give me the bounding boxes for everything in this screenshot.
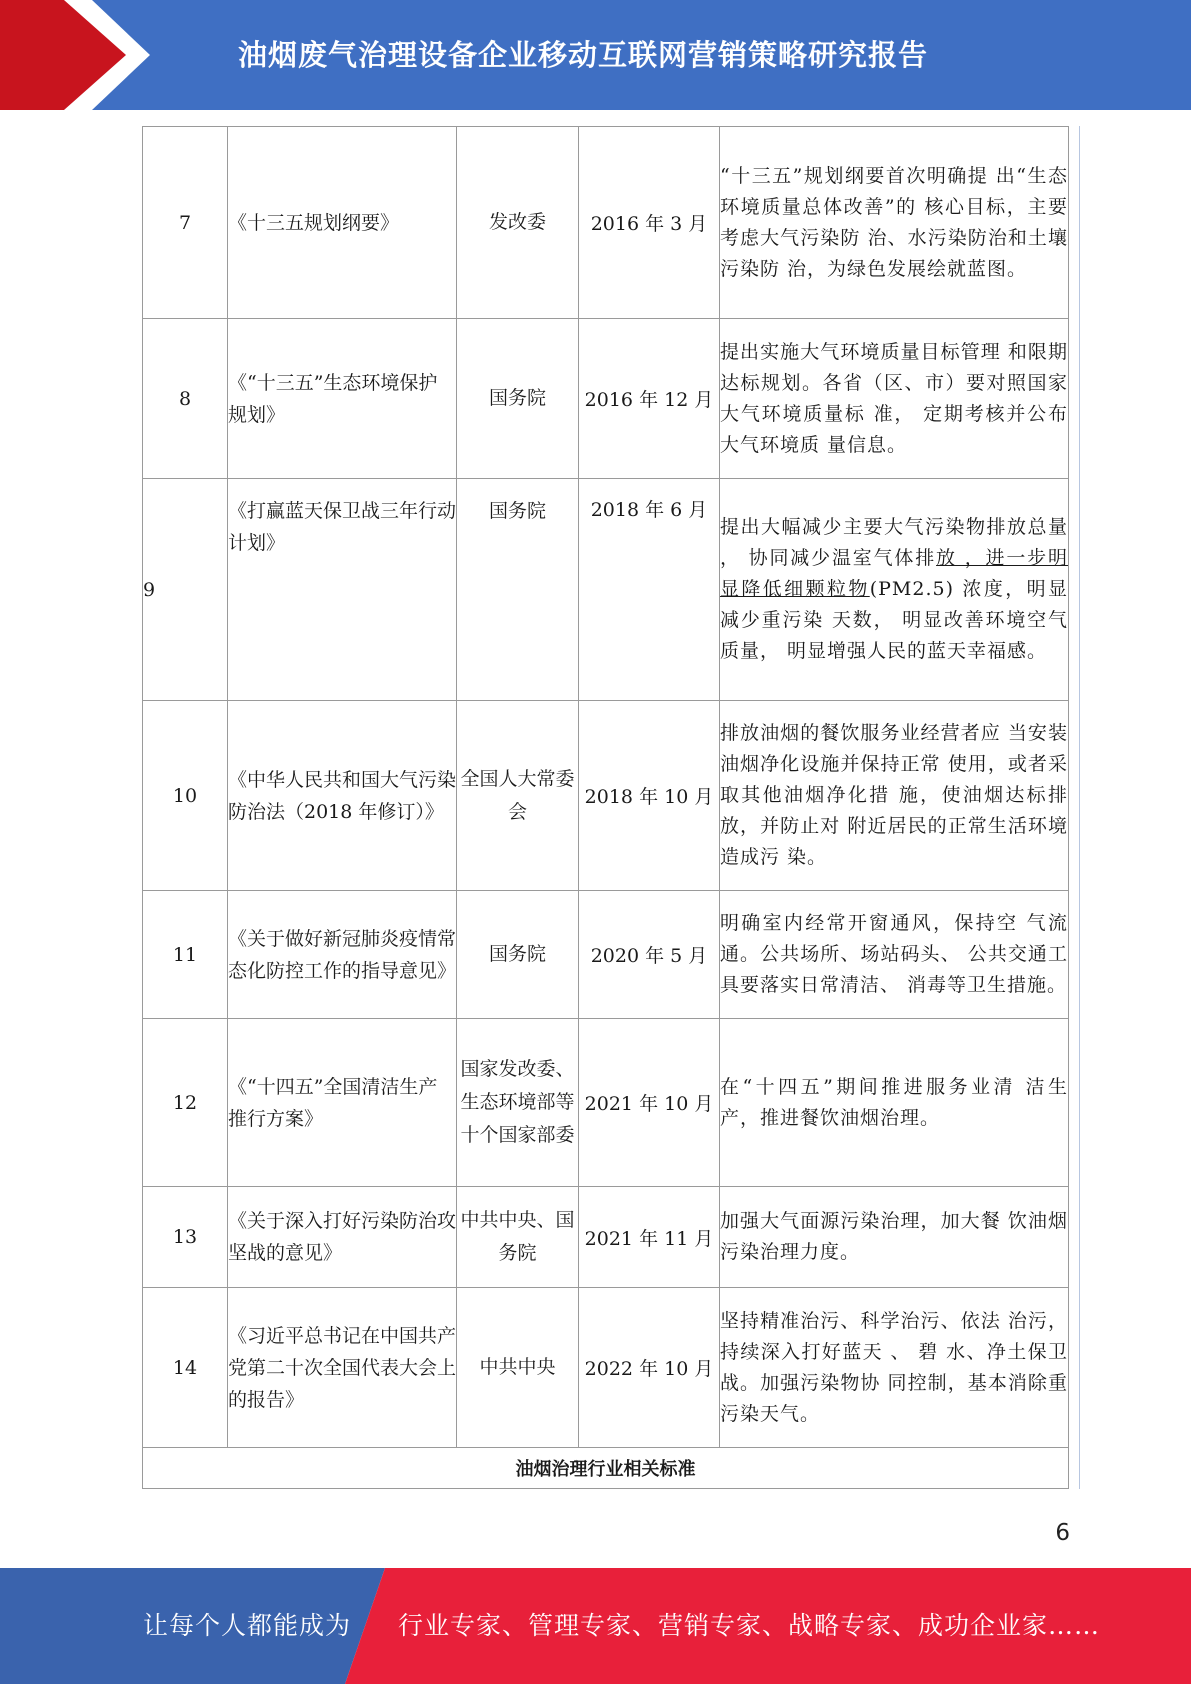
underlined-text: 放 ，进一步明显降低细颗粒物 bbox=[720, 547, 1068, 600]
issuing-body: 全国人大常委会 bbox=[457, 701, 579, 891]
policy-name: 《“十四五”全国清洁生产推行方案》 bbox=[228, 1019, 457, 1187]
row-number: 9 bbox=[143, 479, 228, 701]
row-number: 11 bbox=[143, 891, 228, 1019]
issue-date: 2021 年 10 月 bbox=[579, 1019, 720, 1187]
report-header bbox=[0, 0, 1191, 110]
policy-name: 《中华人民共和国大气污染防治法（2018 年修订）》 bbox=[228, 701, 457, 891]
issue-date: 2016 年 12 月 bbox=[579, 319, 720, 479]
table-row bbox=[143, 1187, 1069, 1288]
issuing-body: 国务院 bbox=[457, 319, 579, 479]
policy-name: 《“十三五”生态环境保护规划》 bbox=[228, 319, 457, 479]
issue-date: 2018 年 6 月 bbox=[579, 479, 720, 701]
policy-description bbox=[720, 479, 1069, 701]
row-number: 12 bbox=[143, 1019, 228, 1187]
table-row bbox=[143, 127, 1069, 319]
issue-date: 2018 年 10 月 bbox=[579, 701, 720, 891]
issuing-body: 发改委 bbox=[457, 127, 579, 319]
section-row bbox=[143, 1448, 1069, 1489]
policy-table-container bbox=[142, 126, 1068, 1489]
table-row bbox=[143, 319, 1069, 479]
policy-description: 加强大气面源污染治理，加大餐 饮油烟污染治理力度。 bbox=[720, 1187, 1069, 1288]
table-row bbox=[143, 479, 1069, 701]
report-title: 油烟废气治理设备企业移动互联网营销策略研究报告 bbox=[238, 38, 929, 72]
policy-description: 排放油烟的餐饮服务业经营者应 当安装油烟净化设施并保持正常 使用，或者采取其他油烟净化措 施，使油烟达标排放，并防止对 附近居民的正常生活环境造成污 染。 bbox=[720, 701, 1069, 891]
policy-name: 《关于深入打好污染防治攻坚战的意见》 bbox=[228, 1187, 457, 1288]
issuing-body: 中共中央、国务院 bbox=[457, 1187, 579, 1288]
row-number: 10 bbox=[143, 701, 228, 891]
description-text: 提出大幅减少主要大气污染物排放总量 ， 协同减少温室气体排 bbox=[720, 516, 1068, 569]
table-row bbox=[143, 891, 1069, 1019]
issue-date: 2021 年 11 月 bbox=[579, 1187, 720, 1288]
row-number: 14 bbox=[143, 1288, 228, 1448]
policy-description: 提出实施大气环境质量目标管理 和限期达标规划。各省（区、市）要对照国家大气环境质量标 准， 定期考核并公布大气环境质 量信息。 bbox=[720, 319, 1069, 479]
table-row bbox=[143, 1019, 1069, 1187]
issuing-body: 国家发改委、生态环境部等十个国家部委 bbox=[457, 1019, 579, 1187]
row-number: 7 bbox=[143, 127, 228, 319]
policy-name: 《关于做好新冠肺炎疫情常态化防控工作的指导意见》 bbox=[228, 891, 457, 1019]
page-number: 6 bbox=[1055, 1520, 1070, 1546]
policy-description: 在“十四五”期间推进服务业清 洁生产，推进餐饮油烟治理。 bbox=[720, 1019, 1069, 1187]
policy-name: 《十三五规划纲要》 bbox=[228, 127, 457, 319]
description-text: (PM2.5) 浓度，明显减少重污染 天数， 明显改善环境空气质量， 明显增强人民的蓝天幸福感。 bbox=[720, 578, 1068, 662]
table-row bbox=[143, 701, 1069, 891]
page-footer bbox=[0, 1568, 1191, 1684]
issue-date: 2020 年 5 月 bbox=[579, 891, 720, 1019]
policy-name: 《打赢蓝天保卫战三年行动计划》 bbox=[228, 479, 457, 701]
issuing-body: 国务院 bbox=[457, 891, 579, 1019]
policy-description: 明确室内经常开窗通风，保持空 气流通。公共场所、场站码头、 公共交通工具要落实日常清洁、 消毒等卫生措施。 bbox=[720, 891, 1069, 1019]
footer-slogan-left: 让每个人都能成为 bbox=[143, 1611, 352, 1640]
footer-slogan-right: 行业专家、管理专家、营销专家、战略专家、成功企业家…… bbox=[398, 1611, 1101, 1640]
issuing-body: 中共中央 bbox=[457, 1288, 579, 1448]
policy-table bbox=[142, 126, 1069, 1489]
row-number: 8 bbox=[143, 319, 228, 479]
policy-description: 坚持精准治污、科学治污、依法 治污， 持续深入打好蓝天 、 碧 水、净土保卫战。加强污染物协 同控制，基本消除重污染天气。 bbox=[720, 1288, 1069, 1448]
issue-date: 2022 年 10 月 bbox=[579, 1288, 720, 1448]
issuing-body: 国务院 bbox=[457, 479, 579, 701]
policy-name: 《习近平总书记在中国共产党第二十次全国代表大会上的报告》 bbox=[228, 1288, 457, 1448]
header-arrow-decoration bbox=[0, 0, 160, 110]
table-row bbox=[143, 1288, 1069, 1448]
policy-description: “十三五”规划纲要首次明确提 出“生态环境质量总体改善”的 核心目标，主要考虑大气污染防 治、水污染防治和土壤污染防 治，为绿色发展绘就蓝图。 bbox=[720, 127, 1069, 319]
issue-date: 2016 年 3 月 bbox=[579, 127, 720, 319]
section-title: 油烟治理行业相关标准 bbox=[143, 1448, 1069, 1489]
row-number: 13 bbox=[143, 1187, 228, 1288]
table-edge-line bbox=[1067, 126, 1080, 1489]
